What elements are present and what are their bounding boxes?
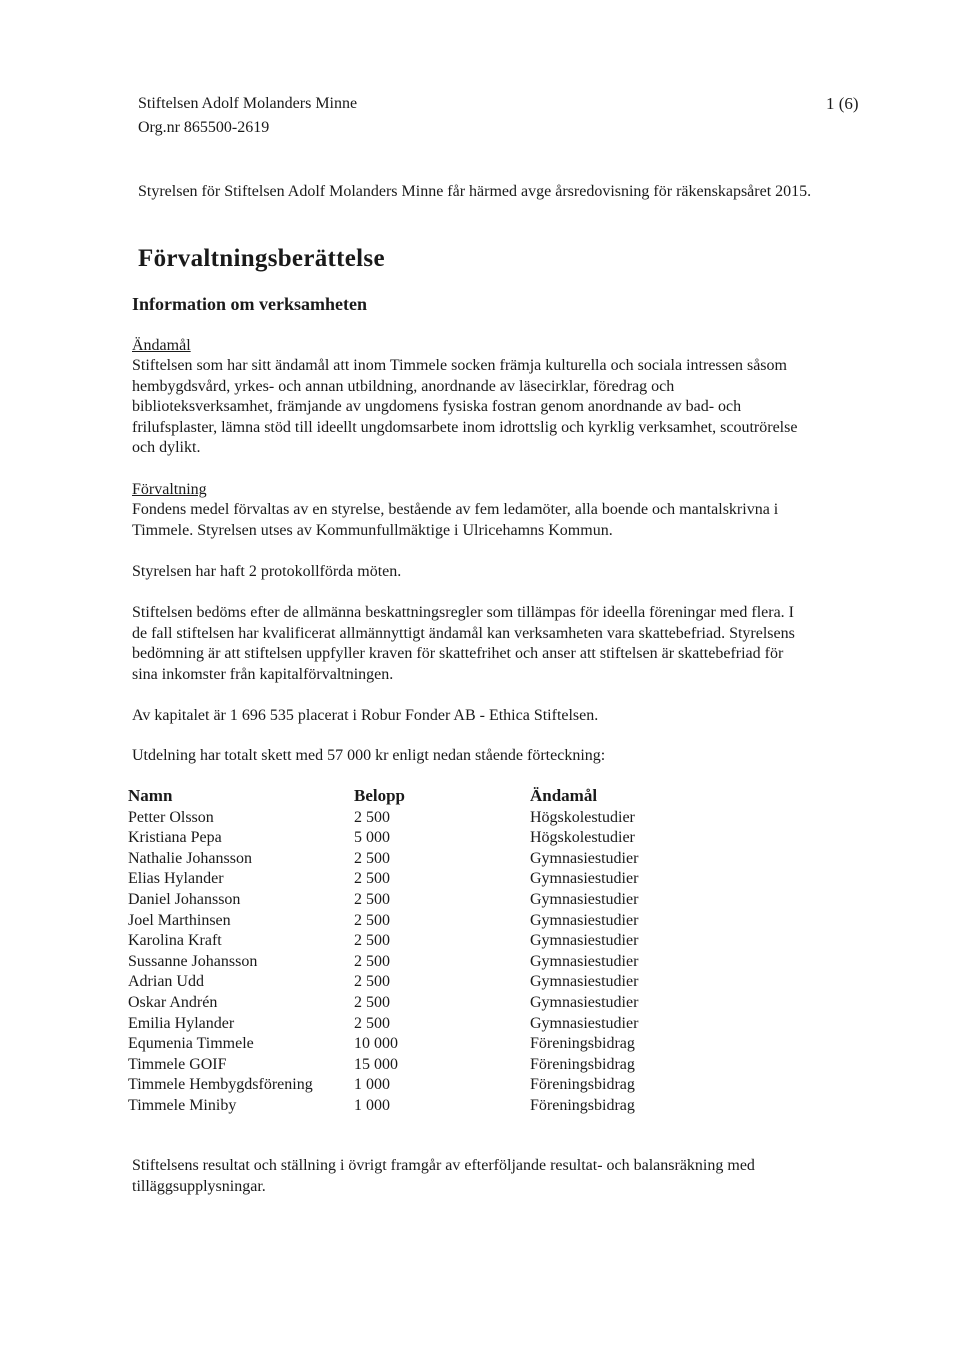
cell-amount: 2 500 xyxy=(354,870,390,888)
cell-name: Petter Olsson xyxy=(128,808,214,826)
cell-purpose: Gymnasiestudier xyxy=(530,1014,639,1032)
cell-name: Joel Marthinsen xyxy=(128,911,231,929)
column-header-purpose: Ändamål xyxy=(530,786,598,805)
cell-amount: 2 500 xyxy=(354,952,390,970)
paragraph-line: Stiftelsens resultat och ställning i övrigt framgår av efterföljande resultat- och balansräkning med xyxy=(132,1157,755,1174)
cell-name: Karolina Kraft xyxy=(128,932,222,950)
document-header xyxy=(138,92,357,140)
paragraph-line: bedömning är att stiftelsen uppfyller kraven för skattefrihet och anser att stiftelsen är skattebefriad för xyxy=(132,645,784,663)
org-number: Org.nr 865500-2619 xyxy=(138,119,270,136)
paragraph-line: Timmele. Styrelsen utses av Kommunfullmäktige i Ulricehamns Kommun. xyxy=(132,521,613,539)
cell-amount: 2 500 xyxy=(354,849,390,867)
intro-text: Styrelsen för Stiftelsen Adolf Molanders Minne får härmed avge årsredovisning för räkenskapsåret 2015. xyxy=(138,183,812,200)
column-header-amount: Belopp xyxy=(354,786,406,805)
closing-paragraph xyxy=(132,1156,862,1197)
cell-amount: 2 500 xyxy=(354,890,390,908)
cell-amount: 1 000 xyxy=(354,1076,390,1094)
cell-name: Sussanne Johansson xyxy=(128,952,258,970)
cell-purpose: Föreningsbidrag xyxy=(530,1096,635,1114)
cell-purpose: Högskolestudier xyxy=(530,829,635,847)
cell-purpose: Föreningsbidrag xyxy=(530,1035,635,1053)
cell-amount: 1 000 xyxy=(354,1096,390,1114)
cell-name: Emilia Hylander xyxy=(128,1014,235,1032)
cell-name: Timmele Hembygdsförening xyxy=(128,1076,313,1094)
cell-purpose: Gymnasiestudier xyxy=(530,932,639,950)
cell-purpose: Gymnasiestudier xyxy=(530,870,639,888)
page-number: 1 (6) xyxy=(826,94,859,113)
column-header-name: Namn xyxy=(128,786,173,805)
paragraph-line: Stiftelsen som har sitt ändamål att inom Timmele socken främja kulturella och sociala intressen såsom xyxy=(132,357,787,374)
org-name: Stiftelsen Adolf Molanders Minne xyxy=(138,95,358,112)
cell-name: Timmele GOIF xyxy=(128,1055,227,1073)
cell-name: Equmenia Timmele xyxy=(128,1035,254,1053)
paragraph-line: tilläggsupplysningar. xyxy=(132,1177,266,1195)
cell-amount: 5 000 xyxy=(354,829,390,847)
cell-purpose: Gymnasiestudier xyxy=(530,993,639,1011)
paragraph-line: de fall stiftelsen har kvalificerat allmännyttigt ändamål kan verksamheten vara skattebefriad. Styrelsens xyxy=(132,624,795,642)
cell-amount: 15 000 xyxy=(354,1055,398,1073)
cell-purpose: Gymnasiestudier xyxy=(530,911,639,929)
tax-paragraph xyxy=(132,603,862,685)
cell-amount: 2 500 xyxy=(354,993,390,1011)
cell-name: Oskar Andrén xyxy=(128,993,218,1011)
cell-name: Nathalie Johansson xyxy=(128,849,252,867)
cell-purpose: Gymnasiestudier xyxy=(530,973,639,991)
forvaltning-heading: Förvaltning xyxy=(132,481,207,498)
cell-amount: 10 000 xyxy=(354,1035,398,1053)
cell-purpose: Gymnasiestudier xyxy=(530,952,639,970)
cell-amount: 2 500 xyxy=(354,911,390,929)
section-subtitle: Information om verksamheten xyxy=(132,294,367,314)
paragraph-line: biblioteksverksamhet, främjande av ungdomens fysiska fostran genom anordnande av bad- och xyxy=(132,398,742,416)
paragraph-line: frilufsplaster, lämna stöd till ideellt ungdomsarbete inom idrottslig och kyrklig verksamhet, scoutrörelse xyxy=(132,418,798,436)
cell-name: Timmele Miniby xyxy=(128,1096,237,1114)
paragraph-line: och dylikt. xyxy=(132,439,201,457)
cell-purpose: Föreningsbidrag xyxy=(530,1076,635,1094)
cell-amount: 2 500 xyxy=(354,808,390,826)
meetings-text: Styrelsen har haft 2 protokollförda möten. xyxy=(132,563,402,580)
cell-purpose: Föreningsbidrag xyxy=(530,1055,635,1073)
cell-name: Kristiana Pepa xyxy=(128,829,222,847)
distribution-intro: Utdelning har totalt skett med 57 000 kr enligt nedan stående förteckning: xyxy=(132,747,606,764)
cell-amount: 2 500 xyxy=(354,1014,390,1032)
cell-name: Adrian Udd xyxy=(128,973,204,991)
paragraph-line: sina inkomster från kapitalförvaltningen. xyxy=(132,665,394,683)
cell-purpose: Gymnasiestudier xyxy=(530,890,639,908)
paragraph-line: Stiftelsen bedöms efter de allmänna beskattningsregler som tillämpas för ideella föreningar med flera. I xyxy=(132,604,794,621)
cell-name: Elias Hylander xyxy=(128,870,224,888)
andamal-paragraph xyxy=(132,356,862,459)
cell-purpose: Högskolestudier xyxy=(530,808,635,826)
cell-amount: 2 500 xyxy=(354,932,390,950)
capital-text: Av kapitalet är 1 696 535 placerat i Robur Fonder AB - Ethica Stiftelsen. xyxy=(132,707,599,724)
paragraph-line: hembygdsvård, yrkes- och annan utbildning, anordnande av läsecirklar, föredrag och xyxy=(132,377,675,395)
cell-purpose: Gymnasiestudier xyxy=(530,849,639,867)
forvaltning-paragraph xyxy=(132,500,862,541)
andamal-heading: Ändamål xyxy=(132,337,191,354)
page-title: Förvaltningsberättelse xyxy=(138,245,385,272)
cell-amount: 2 500 xyxy=(354,973,390,991)
paragraph-line: Fondens medel förvaltas av en styrelse, bestående av fem ledamöter, alla boende och mantalskrivna i xyxy=(132,501,779,518)
cell-name: Daniel Johansson xyxy=(128,890,241,908)
